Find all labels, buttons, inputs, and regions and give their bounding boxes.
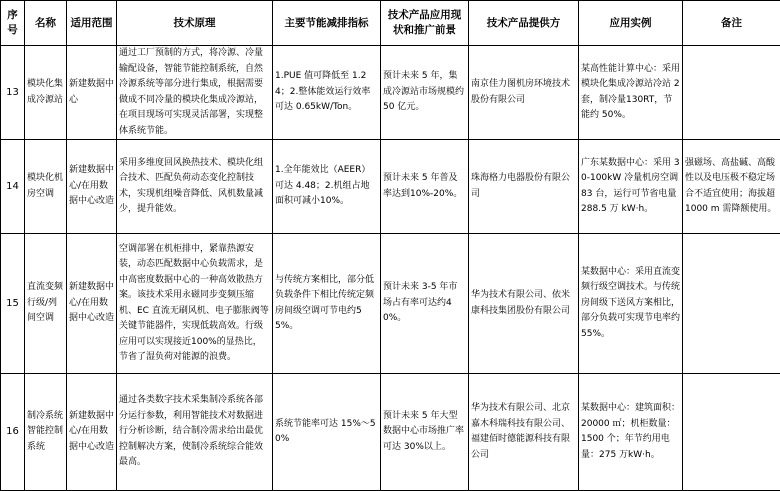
table-row bbox=[1, 374, 780, 491]
cell-provider: 华为技术有限公司、依米康科技集团股份有限公司 bbox=[469, 234, 579, 374]
cell-cases: 某高性能计算中心：采用模块化集成冷源站冷站 2 套，制冷量130RT，节能约 50%。 bbox=[579, 46, 683, 140]
cell-scope: 新建数据中心/在用数据中心改造 bbox=[67, 234, 117, 374]
cell-status: 预计未来 3-5 年市场占有率可达约40%。 bbox=[381, 234, 469, 374]
cell-seq: 13 bbox=[1, 46, 25, 140]
cell-seq: 16 bbox=[1, 374, 25, 491]
cell-seq: 14 bbox=[1, 140, 25, 234]
cell-indicators: 1.PUE 值可降低至 1.24；2.整体能效运行效率可达 0.65kW/Ton。 bbox=[273, 46, 381, 140]
header-principle: 技术原理 bbox=[117, 1, 273, 46]
header-name: 名称 bbox=[25, 1, 67, 46]
cell-seq: 15 bbox=[1, 234, 25, 374]
header-remarks: 备注 bbox=[683, 1, 780, 46]
header-scope: 适用范围 bbox=[67, 1, 117, 46]
cell-cases: 某数据中心：建筑面积：20000 ㎡；机柜数量：1500 个；年节约用电量：275 万kW·h。 bbox=[579, 374, 683, 491]
header-cases: 应用实例 bbox=[579, 1, 683, 46]
cell-name: 模块化集成冷源站 bbox=[25, 46, 67, 140]
cell-scope: 新建数据中心 bbox=[67, 46, 117, 140]
cell-remarks bbox=[683, 234, 780, 374]
cell-name: 模块化机房空调 bbox=[25, 140, 67, 234]
header-provider: 技术产品提供方 bbox=[469, 1, 579, 46]
cell-indicators: 系统节能率可达 15%～50% bbox=[273, 374, 381, 491]
cell-remarks: 强磁场、高盐碱、高酸性以及电压极不稳定场合不适宜使用；海拔超 1000 m 需降额使用。 bbox=[683, 140, 780, 234]
cell-status: 预计未来 5 年，集成冷源站市场规模约 50 亿元。 bbox=[381, 46, 469, 140]
header-indicators: 主要节能减排指标 bbox=[273, 1, 381, 46]
cell-principle: 通过工厂预制的方式，将冷源、冷量输配设备，智能节能控制系统，自然冷源系统等部分进行集成，根据需要做成不同冷量的模块化集成冷源站，在项目现场可实现灵活部署，实现整体系统节能。 bbox=[117, 46, 273, 140]
table-row bbox=[1, 234, 780, 374]
header-seq: 序号 bbox=[1, 1, 25, 46]
cell-indicators: 1.全年能效比（AEER）可达 4.48；2.机组占地面积可减小10%。 bbox=[273, 140, 381, 234]
cell-scope: 新建数据中心/在用数据中心改造 bbox=[67, 374, 117, 491]
table-row bbox=[1, 46, 780, 140]
cell-remarks bbox=[683, 374, 780, 491]
cell-principle: 通过各类数字技术采集制冷系统各部分运行参数，利用智能技术对数据进行分析诊断，结合制冷需求给出最优控制解决方案，使制冷系统综合能效最高。 bbox=[117, 374, 273, 491]
cell-principle: 空调部署在机柜排中，紧靠热源安装，动态匹配数据中心负载需求，是中高密度数据中心的一种高效散热方案。该技术采用永磁同步变频压缩机、EC 直流无刷风机、电子膨胀阀等关键节能器件，实现低载高效。行级应用可以实现接近100%的显热比，节省了湿负荷对能源的浪费。 bbox=[117, 234, 273, 374]
cell-provider: 南京佳力图机房环境技术股份有限公司 bbox=[469, 46, 579, 140]
table-row bbox=[1, 140, 780, 234]
cell-name: 直流变频行级/列间空调 bbox=[25, 234, 67, 374]
cell-status: 预计未来 5 年普及率达到10%-20%。 bbox=[381, 140, 469, 234]
cell-indicators: 与传统方案相比，部分低负载条件下相比传统定频房间级空调可节电约55%。 bbox=[273, 234, 381, 374]
cell-principle: 采用多维度回风换热技术、模块化组合技术、匹配负荷动态变化控制技术，实现机组噪音降低、风机数量减少，提升能效。 bbox=[117, 140, 273, 234]
table-header-row bbox=[1, 1, 780, 46]
cell-name: 制冷系统智能控制系统 bbox=[25, 374, 67, 491]
cell-provider: 珠海格力电器股份有限公司 bbox=[469, 140, 579, 234]
cell-cases: 广东某数据中心：采用 30-100kW 冷量机房空调 83 台，运行可节省电量 288.5 万 kW·h。 bbox=[579, 140, 683, 234]
cell-scope: 新建数据中心/在用数据中心改造 bbox=[67, 140, 117, 234]
cell-cases: 某数据中心：采用直流变频行级空调技术。与传统房间级下送风方案相比，部分负载可实现节电率约55%。 bbox=[579, 234, 683, 374]
cell-provider: 华为技术有限公司、北京嘉木科瑞科技有限公司、福建佰时德能源科技有限公司 bbox=[469, 374, 579, 491]
cell-status: 预计未来 5 年大型数据中心市场推广率可达 30%以上。 bbox=[381, 374, 469, 491]
header-status: 技术产品应用现状和推广前景 bbox=[381, 1, 469, 46]
cell-remarks bbox=[683, 46, 780, 140]
